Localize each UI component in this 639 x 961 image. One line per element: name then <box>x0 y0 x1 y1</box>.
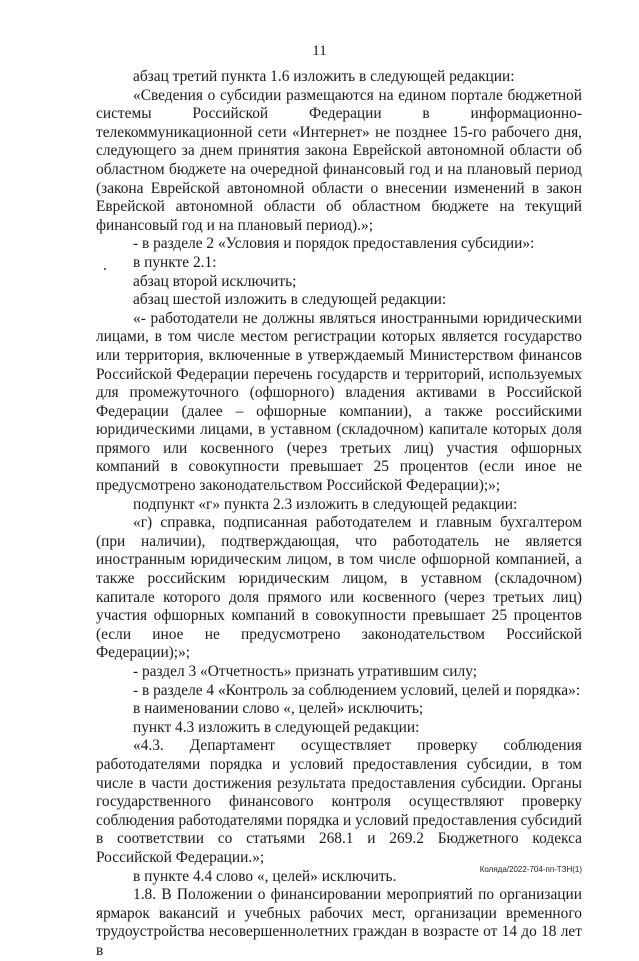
footer-document-code: Коляда/2022-704-пп-ТЗН(1) <box>479 865 582 874</box>
paragraph: в пункте 2.1: <box>133 253 217 271</box>
paragraph: «- работодатели не должны являться иностранными юридическими лицами, в том числе местом регистрации которых является государство или территория, включенные в утверждаемый Министерством финансов Российской Федерации перечень государств и территорий, используемых для промежуточного (офшорного) владения активами в Российской Федерации (далее – офшорные компании), а также российскими юридическими лицами, в уставном (складочном) капитале которых доля прямого или косвенного (через третьих лиц) участия офшорных компаний в совокупности превышает 25 процентов (если иное не предусмотрено законодательством Российской Федерации);»; <box>96 309 582 495</box>
paragraph: абзац второй исключить; <box>133 272 297 290</box>
page-number: 11 <box>312 43 327 59</box>
paragraph: в пункте 4.4 слово «, целей» исключить. <box>133 867 397 885</box>
paragraph: пункт 4.3 изложить в следующей редакции: <box>133 718 420 736</box>
stray-mark <box>104 268 106 270</box>
paragraph: абзац шестой изложить в следующей редакции: <box>133 291 447 309</box>
paragraph: 1.8. В Положении о финансировании мероприятий по организации ярмарок вакансий и учебных рабочих мест, организации временного трудоустройства несовершеннолетних граждан в возрасте от 14 до 18 лет в <box>96 886 582 959</box>
paragraph: «г) справка, подписанная работодателем и главным бухгалтером (при наличии), подтверждающая, что работодатель не является иностранным юридическим лицом, в том числе офшорной компанией, а также российским юридическим лицом, в уставном (складочном) капитале которого доля прямого или косвенного (через третьих лиц) участия офшорных компаний в совокупности превышает 25 процентов (если иное не предусмотрено законодательством Российской Федерации);»; <box>96 514 582 662</box>
paragraph: - в разделе 2 «Условия и порядок предоставления субсидии»: <box>133 235 535 253</box>
paragraph: в наименовании слово «, целей» исключить; <box>133 700 424 718</box>
paragraph: «Сведения о субсидии размещаются на едином портале бюджетной системы Российской Федерации в информационно-телекоммуникационной сети «Интернет» не позднее 15-го рабочего дня, следующего за днем принятия закона Еврейской автономной области об областном бюджете на очередной финансовый год и на плановый период (закона Еврейской автономной области о внесении изменений в закон Еврейской автономной области об областном бюджете на текущий финансовый год и на плановый период).»; <box>96 86 582 234</box>
paragraph: «4.3. Департамент осуществляет проверку соблюдения работодателями порядка и условий предоставления субсидии, в том числе в части достижения результата предоставления субсидии. Органы государственного финансового контроля осуществляют проверку соблюдения работодателями порядка и условий предоставления субсидий в соответствии со статьями 268.1 и 269.2 Бюджетного кодекса Российской Федерации.»; <box>96 737 582 866</box>
paragraph: подпункт «г» пункта 2.3 изложить в следующей редакции: <box>133 495 518 513</box>
paragraph: - раздел 3 «Отчетность» признать утратившим силу; <box>133 663 477 680</box>
document-body <box>96 68 582 961</box>
paragraph: абзац третий пункта 1.6 изложить в следующей редакции: <box>133 68 515 85</box>
paragraph: - в разделе 4 «Контроль за соблюдением условий, целей и порядка»: <box>133 681 581 699</box>
